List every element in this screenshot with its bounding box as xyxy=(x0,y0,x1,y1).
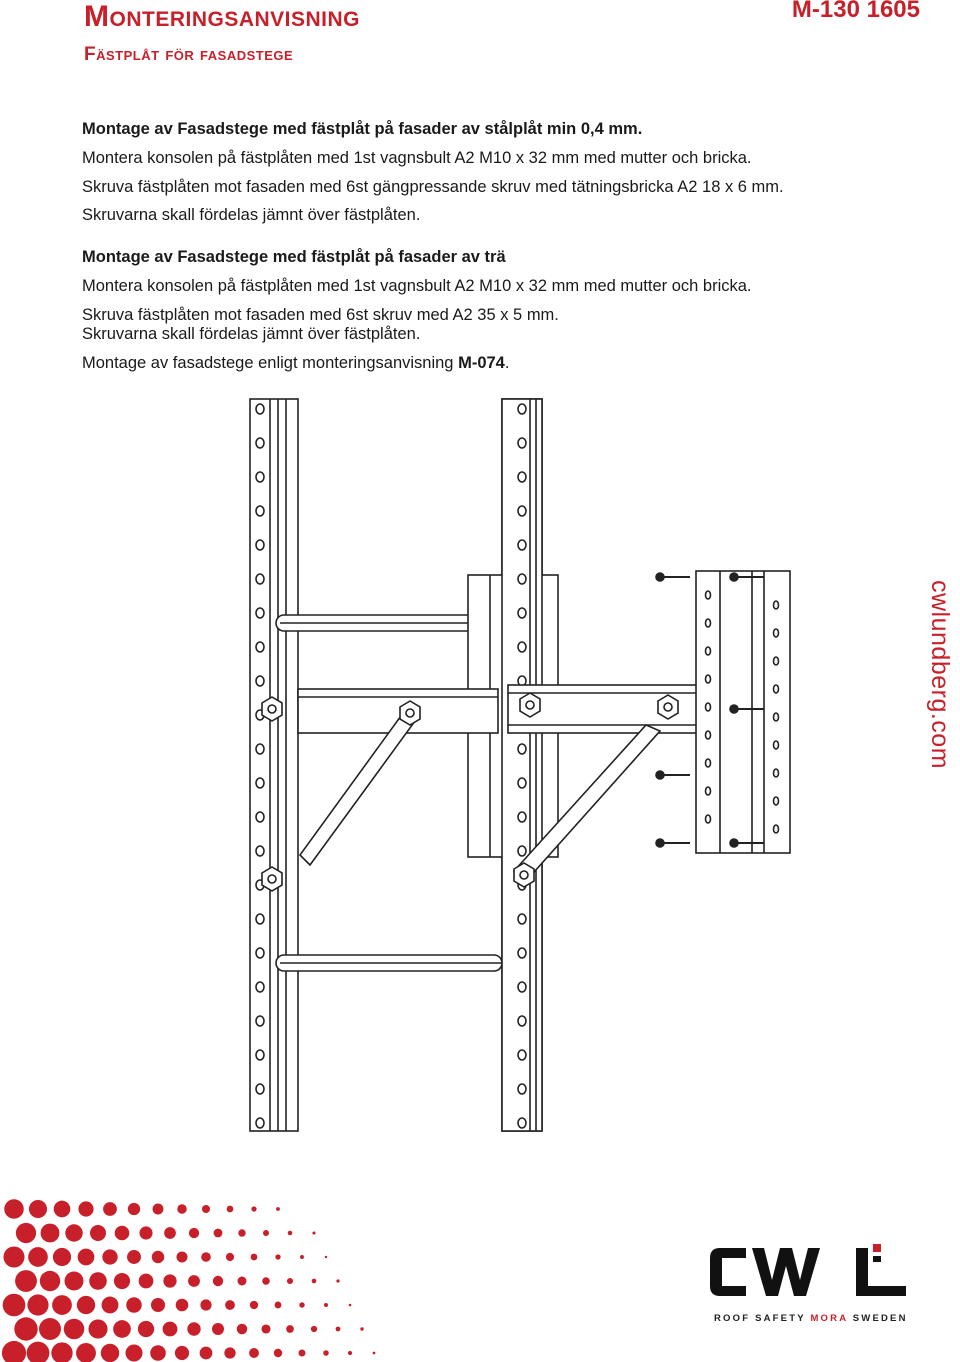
decorative-dot xyxy=(373,1352,376,1355)
decorative-dot xyxy=(102,1249,117,1264)
page-title: Monteringsanvisning xyxy=(84,0,361,33)
rail-hole xyxy=(518,948,526,958)
decorative-dot xyxy=(78,1201,93,1216)
decorative-dot xyxy=(286,1325,294,1333)
section-steel xyxy=(82,120,784,226)
rail-hole xyxy=(518,812,526,822)
plate-hole xyxy=(774,713,779,721)
screw-head xyxy=(656,573,664,581)
decorative-dot xyxy=(212,1323,224,1335)
decorative-dot xyxy=(349,1304,352,1307)
decorative-dot xyxy=(187,1322,200,1335)
decorative-dot xyxy=(54,1201,71,1218)
plate-hole xyxy=(706,619,711,627)
rail-hole xyxy=(256,472,264,482)
rail-hole xyxy=(256,608,264,618)
decorative-dot xyxy=(15,1270,37,1292)
decorative-dot xyxy=(164,1227,176,1239)
section-steel-line-3: Skruvarna skall fördelas jämnt över fästplåten. xyxy=(82,206,421,225)
rail-hole xyxy=(518,1016,526,1026)
decorative-dot xyxy=(226,1253,234,1261)
section-wood-line-4-prefix: Montage av fasadstege enligt monteringsanvisning xyxy=(82,354,459,373)
rail-hole xyxy=(256,778,264,788)
decorative-dot xyxy=(90,1225,106,1241)
decorative-dot xyxy=(114,1273,130,1289)
decorative-dot xyxy=(202,1205,210,1213)
decorative-dot xyxy=(336,1279,339,1282)
decorative-dot xyxy=(138,1321,154,1337)
decorative-dot xyxy=(311,1326,317,1332)
decorative-dot xyxy=(4,1199,24,1219)
tagline-sweden: SWEDEN xyxy=(847,1313,908,1324)
decorative-dot xyxy=(103,1202,117,1216)
decorative-dot xyxy=(213,1276,223,1286)
decorative-dot xyxy=(16,1223,36,1243)
rail-hole xyxy=(518,574,526,584)
side-brand-url[interactable]: cwlundberg.com xyxy=(926,580,954,770)
decorative-dot xyxy=(300,1255,304,1259)
rail-hole xyxy=(518,1050,526,1060)
decorative-dot xyxy=(139,1226,152,1239)
tagline-roof-safety: ROOF SAFETY xyxy=(714,1313,811,1324)
decorative-dot xyxy=(275,1302,282,1309)
decorative-dot xyxy=(263,1230,269,1236)
rail-hole xyxy=(518,608,526,618)
decorative-dot xyxy=(14,1317,37,1340)
section-steel-line-1: Montera konsolen på fästplåten med 1st vagnsbult A2 M10 x 32 mm med mutter och bricka. xyxy=(82,148,752,167)
rail-hole xyxy=(518,642,526,652)
decorative-dot xyxy=(214,1229,223,1238)
rail-hole xyxy=(518,1118,526,1128)
decorative-dot xyxy=(139,1274,154,1289)
rail-hole xyxy=(518,506,526,516)
rail-hole xyxy=(518,404,526,414)
decorative-dot xyxy=(177,1204,186,1213)
ladder-rung-lower xyxy=(276,955,502,971)
bolt-nut-6 xyxy=(514,863,534,887)
screw-head xyxy=(730,705,738,713)
decorative-dot xyxy=(115,1226,130,1241)
decorative-dot xyxy=(224,1347,235,1358)
decorative-dot xyxy=(163,1322,178,1337)
plate-hole xyxy=(706,759,711,767)
plate-hole xyxy=(774,825,779,833)
rail-hole xyxy=(256,744,264,754)
decorative-dot xyxy=(360,1327,363,1330)
plate-hole xyxy=(774,601,779,609)
decorative-dot xyxy=(298,1349,305,1356)
decorative-dot xyxy=(64,1319,85,1340)
rail-hole xyxy=(256,846,264,856)
rail-hole xyxy=(256,404,264,414)
plate-hole xyxy=(774,797,779,805)
page-subtitle: Fästplåt för fasadstege xyxy=(84,44,294,65)
decorative-dot xyxy=(2,1341,26,1362)
decorative-dot xyxy=(53,1248,71,1266)
section-steel-line-2: Skruva fästplåten mot fasaden med 6st gängpressande skruv med tätningsbricka A2 18 x 6 mm. xyxy=(82,177,784,196)
decorative-dot xyxy=(52,1295,72,1315)
rail-hole xyxy=(256,1016,264,1026)
section-wood xyxy=(82,248,752,374)
screw-head xyxy=(656,839,664,847)
decorative-dot xyxy=(276,1207,280,1211)
decorative-dot xyxy=(76,1343,96,1362)
bolt-nut-5 xyxy=(262,867,282,891)
decorative-dot xyxy=(3,1294,26,1317)
bolt-nut-3 xyxy=(520,693,540,717)
plate-hole xyxy=(706,591,711,599)
decorative-dot xyxy=(28,1247,48,1267)
decorative-dot xyxy=(325,1256,327,1258)
plate-hole xyxy=(706,647,711,655)
decorative-dot xyxy=(27,1342,50,1362)
decorative-dot xyxy=(39,1318,61,1340)
decorative-dot xyxy=(287,1278,293,1284)
decorative-dot xyxy=(176,1299,189,1312)
section-wood-line-4 xyxy=(82,354,752,374)
decorative-dot-pattern xyxy=(0,1195,560,1362)
decorative-dot xyxy=(101,1344,119,1362)
bolt-nut-1 xyxy=(262,697,282,721)
decorative-dot xyxy=(324,1303,328,1307)
bolt-nut-4 xyxy=(658,695,678,719)
rail-hole xyxy=(256,438,264,448)
rail-hole xyxy=(518,778,526,788)
decorative-dot xyxy=(312,1279,317,1284)
decorative-dot xyxy=(150,1345,166,1361)
decorative-dot xyxy=(29,1200,47,1218)
decorative-dot xyxy=(152,1251,164,1263)
plate-hole xyxy=(706,815,711,823)
decorative-dot xyxy=(51,1342,72,1362)
decorative-dot xyxy=(238,1277,247,1286)
logo-tagline xyxy=(714,1313,908,1324)
decorative-dot xyxy=(65,1224,82,1241)
decorative-dot xyxy=(288,1231,293,1236)
plate-hole xyxy=(706,675,711,683)
decorative-dot xyxy=(89,1272,107,1290)
tagline-mora: MORA xyxy=(810,1313,848,1324)
decorative-dot xyxy=(3,1246,24,1267)
decorative-dot xyxy=(88,1319,107,1338)
section-steel-heading: Montage av Fasadstege med fästplåt på fasader av stålplåt min 0,4 mm. xyxy=(82,120,643,138)
screw-head xyxy=(730,839,738,847)
bolt-nut-2 xyxy=(400,701,420,725)
rail-hole xyxy=(256,1084,264,1094)
plate-hole xyxy=(774,685,779,693)
rail-hole xyxy=(256,914,264,924)
decorative-dot xyxy=(249,1348,259,1358)
decorative-dot xyxy=(41,1224,60,1243)
decorative-dot xyxy=(275,1254,280,1259)
decorative-dot xyxy=(40,1271,60,1291)
decorative-dot xyxy=(200,1347,213,1360)
rail-hole xyxy=(518,846,526,856)
decorative-dot xyxy=(163,1274,176,1287)
rail-hole xyxy=(256,948,264,958)
rail-hole xyxy=(518,914,526,924)
rail-hole xyxy=(256,982,264,992)
decorative-dot xyxy=(189,1228,199,1238)
section-wood-line-3: Skruvarna skall fördelas jämnt över fästplåten. xyxy=(82,325,421,344)
decorative-dot xyxy=(77,1296,95,1314)
decorative-dot xyxy=(336,1327,341,1332)
screw-head xyxy=(656,771,664,779)
decorative-dot xyxy=(153,1204,164,1215)
decorative-dot xyxy=(27,1294,48,1315)
rail-hole xyxy=(518,744,526,754)
rail-hole xyxy=(518,1084,526,1094)
decorative-dot xyxy=(251,1206,256,1211)
decorative-dot xyxy=(237,1324,248,1335)
rail-hole xyxy=(256,1050,264,1060)
section-wood-line-1: Montera konsolen på fästplåten med 1st vagnsbult A2 M10 x 32 mm med mutter och bricka. xyxy=(82,276,752,295)
decorative-dot xyxy=(225,1300,235,1310)
decorative-dot xyxy=(312,1231,315,1234)
rail-hole xyxy=(256,1118,264,1128)
decorative-dot xyxy=(227,1206,234,1213)
decorative-dot xyxy=(78,1249,95,1266)
decorative-dot xyxy=(250,1301,258,1309)
decorative-dot xyxy=(126,1297,141,1312)
rail-hole xyxy=(518,438,526,448)
document-code: M-130 1605 xyxy=(791,0,920,23)
plate-hole xyxy=(774,657,779,665)
plate-hole xyxy=(774,629,779,637)
decorative-dot xyxy=(65,1272,84,1291)
cwl-logo xyxy=(706,1240,916,1310)
plate-hole xyxy=(706,703,711,711)
plate-hole xyxy=(706,787,711,795)
decorative-dot xyxy=(261,1324,270,1333)
decorative-dot xyxy=(127,1250,141,1264)
rail-hole xyxy=(256,676,264,686)
decorative-dot xyxy=(251,1254,258,1261)
screw-head xyxy=(730,573,738,581)
decorative-dot xyxy=(299,1302,304,1307)
rail-hole xyxy=(518,472,526,482)
decorative-dot xyxy=(113,1320,131,1338)
decorative-dot xyxy=(274,1349,282,1357)
decorative-dot xyxy=(151,1298,165,1312)
rail-hole xyxy=(256,642,264,652)
assembly-drawing xyxy=(240,395,810,1135)
wall-mounting-plate xyxy=(696,571,790,853)
plate-hole xyxy=(706,731,711,739)
reference-link[interactable]: M-074 xyxy=(458,354,505,373)
decorative-dot xyxy=(238,1229,245,1236)
rail-hole xyxy=(256,574,264,584)
decorative-dot xyxy=(128,1203,140,1215)
rail-hole xyxy=(256,506,264,516)
decorative-dot xyxy=(188,1275,200,1287)
left-ladder-rail xyxy=(250,399,298,1131)
decorative-dot xyxy=(176,1251,187,1262)
decorative-dot xyxy=(262,1277,270,1285)
plate-hole xyxy=(774,769,779,777)
decorative-dot xyxy=(348,1351,352,1355)
decorative-dot xyxy=(323,1350,329,1356)
rail-hole xyxy=(518,540,526,550)
plate-hole xyxy=(774,741,779,749)
decorative-dot xyxy=(102,1297,119,1314)
decorative-dot xyxy=(175,1346,189,1360)
decorative-dot xyxy=(201,1252,211,1262)
decorative-dot xyxy=(125,1344,142,1361)
section-wood-line-2: Skruva fästplåten mot fasaden med 6st skruv med A2 35 x 5 mm. xyxy=(82,305,559,324)
rail-hole xyxy=(256,812,264,822)
section-wood-line-4-suffix: . xyxy=(504,354,510,373)
rail-hole xyxy=(256,540,264,550)
rail-hole xyxy=(518,982,526,992)
decorative-dot xyxy=(200,1299,211,1310)
section-wood-heading: Montage av Fasadstege med fästplåt på fasader av trä xyxy=(82,248,506,266)
